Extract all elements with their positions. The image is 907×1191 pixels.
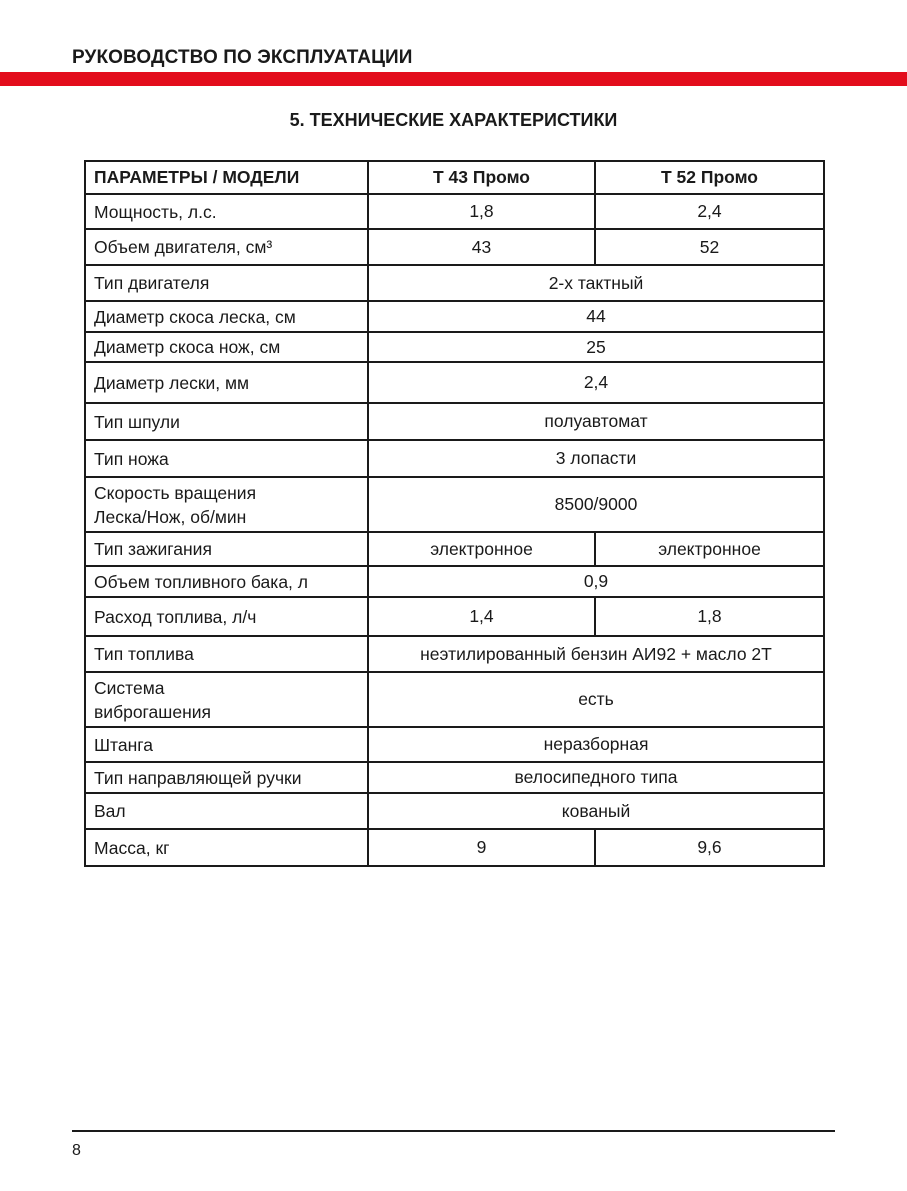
row-value-shared: 2-х тактный bbox=[368, 265, 824, 301]
row-value-t43: электронное bbox=[368, 532, 595, 566]
table-row bbox=[85, 440, 824, 477]
param-line: виброгашения bbox=[94, 701, 211, 722]
table-row bbox=[85, 229, 824, 265]
row-value-t43: 1,4 bbox=[368, 597, 595, 636]
row-value-shared: 0,9 bbox=[368, 566, 824, 597]
row-param-cut-diameter-blade: Диаметр скоса нож, см bbox=[85, 332, 368, 362]
row-value-t52: 1,8 bbox=[595, 597, 824, 636]
spec-table bbox=[84, 160, 825, 867]
row-value-t43: 1,8 bbox=[368, 194, 595, 229]
row-value-shared: 25 bbox=[368, 332, 824, 362]
table-row bbox=[85, 762, 824, 793]
row-param-drive-shaft: Вал bbox=[85, 793, 368, 829]
row-value-t52: электронное bbox=[595, 532, 824, 566]
param-line: Леска/Нож, об/мин bbox=[94, 506, 247, 527]
table-row bbox=[85, 362, 824, 403]
row-param-engine-type: Тип двигателя bbox=[85, 265, 368, 301]
param-line: Система bbox=[94, 677, 165, 698]
table-row bbox=[85, 301, 824, 332]
row-param-spool-type: Тип шпули bbox=[85, 403, 368, 440]
table-row bbox=[85, 477, 824, 532]
table-row bbox=[85, 265, 824, 301]
row-value-t43: 9 bbox=[368, 829, 595, 866]
row-value-shared: 3 лопасти bbox=[368, 440, 824, 477]
row-param-handle-type: Тип направляющей ручки bbox=[85, 762, 368, 793]
footer-divider bbox=[72, 1130, 835, 1132]
row-param-blade-type: Тип ножа bbox=[85, 440, 368, 477]
row-value-shared: неэтилированный бензин АИ92 + масло 2Т bbox=[368, 636, 824, 672]
section-title: 5. ТЕХНИЧЕСКИЕ ХАРАКТЕРИСТИКИ bbox=[289, 110, 618, 130]
row-value-shared: полуавтомат bbox=[368, 403, 824, 440]
table-row bbox=[85, 403, 824, 440]
row-value-shared: велосипедного типа bbox=[368, 762, 824, 793]
table-row bbox=[85, 194, 824, 229]
row-value-shared: 44 bbox=[368, 301, 824, 332]
row-param-shaft-type: Штанга bbox=[85, 727, 368, 762]
param-line: Скорость вращения bbox=[94, 482, 257, 503]
table-row bbox=[85, 532, 824, 566]
row-param-line-diameter: Диаметр лески, мм bbox=[85, 362, 368, 403]
table-row bbox=[85, 566, 824, 597]
header-params-models: ПАРАМЕТРЫ / МОДЕЛИ bbox=[85, 161, 368, 194]
table-row bbox=[85, 793, 824, 829]
table-row bbox=[85, 597, 824, 636]
row-param-fuel-consumption: Расход топлива, л/ч bbox=[85, 597, 368, 636]
row-value-shared: 2,4 bbox=[368, 362, 824, 403]
manual-header-title: РУКОВОДСТВО ПО ЭКСПЛУАТАЦИИ bbox=[72, 47, 413, 68]
row-param-vibration-damping bbox=[85, 672, 368, 727]
row-value-t43: 43 bbox=[368, 229, 595, 265]
row-param-weight: Масса, кг bbox=[85, 829, 368, 866]
page-number: 8 bbox=[72, 1142, 81, 1159]
table-header-row bbox=[85, 161, 824, 194]
row-param-power: Мощность, л.с. bbox=[85, 194, 368, 229]
row-param-ignition-type: Тип зажигания bbox=[85, 532, 368, 566]
row-param-fuel-type: Тип топлива bbox=[85, 636, 368, 672]
table-row bbox=[85, 727, 824, 762]
row-param-fuel-tank: Объем топливного бака, л bbox=[85, 566, 368, 597]
row-value-shared: кованый bbox=[368, 793, 824, 829]
row-value-shared: есть bbox=[368, 672, 824, 727]
row-value-t52: 52 bbox=[595, 229, 824, 265]
table-row bbox=[85, 829, 824, 866]
table-row bbox=[85, 672, 824, 727]
row-param-cut-diameter-line: Диаметр скоса леска, см bbox=[85, 301, 368, 332]
row-value-shared: неразборная bbox=[368, 727, 824, 762]
row-value-shared: 8500/9000 bbox=[368, 477, 824, 532]
row-param-rotation-speed bbox=[85, 477, 368, 532]
row-value-t52: 2,4 bbox=[595, 194, 824, 229]
table-row bbox=[85, 332, 824, 362]
table-row bbox=[85, 636, 824, 672]
header-model-t52: Т 52 Промо bbox=[595, 161, 824, 194]
header-model-t43: Т 43 Промо bbox=[368, 161, 595, 194]
header-accent-bar bbox=[0, 72, 907, 86]
row-param-displacement: Объем двигателя, см³ bbox=[85, 229, 368, 265]
row-value-t52: 9,6 bbox=[595, 829, 824, 866]
